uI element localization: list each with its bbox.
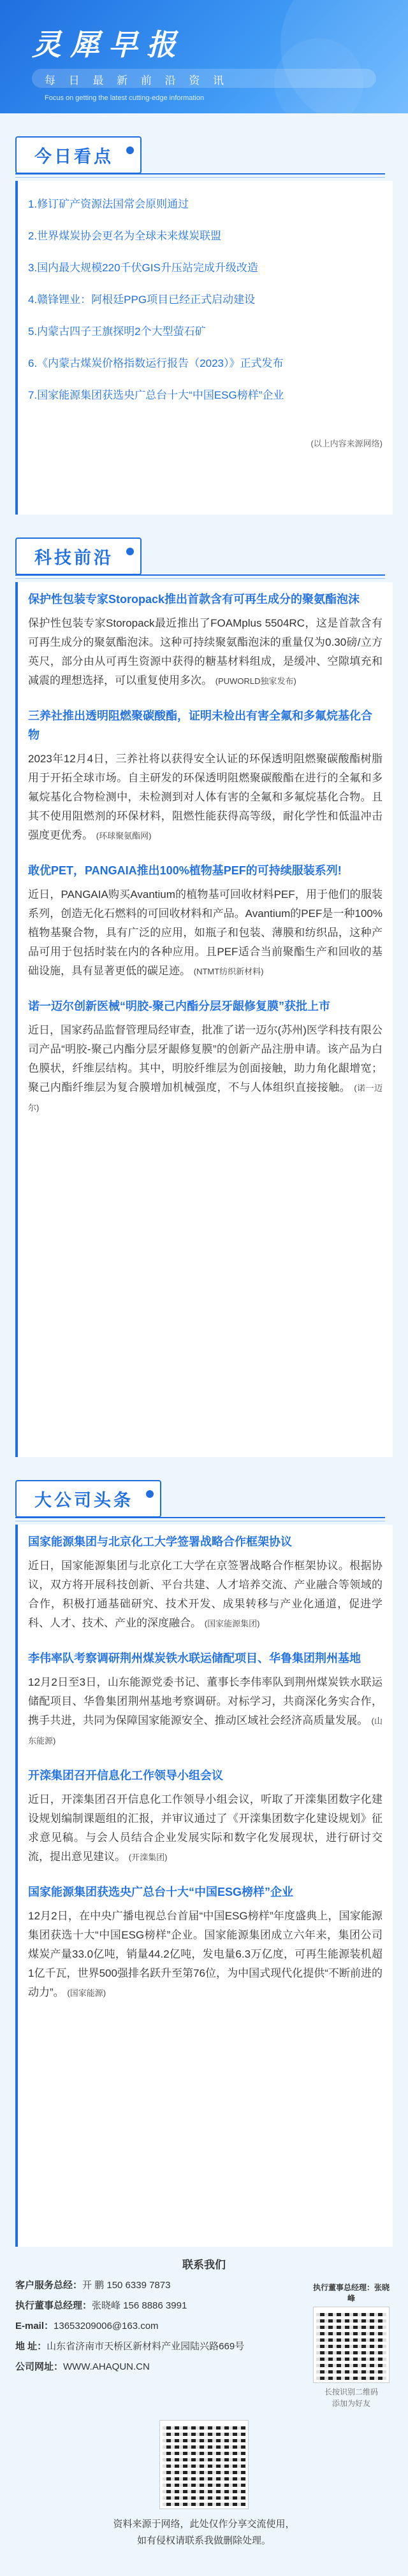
section-header-today <box>15 136 408 172</box>
article-source: (NTMT纺织新材料) <box>193 967 264 976</box>
article-text: 12月2日至3日，山东能源党委书记、董事长李伟率队到荆州煤炭铁水联运储配项目、华鲁集团荆州基地考察调研。对标学习，共商深化务实合作，携手共进，共同为保障国家能源安全、推动区域社会经济高质量发展。 <box>28 1676 382 1726</box>
article-text: 近日，国家药品监督管理局经审查，批准了诺一迈尔(苏州)医学科技有限公司产品“明胶-聚己内酯分层牙龈修复膜”的创新产品注册申请。该产品为白色膜状，纤维层结构。其中，明胶纤维层为创面接触，助力角化龈增宽；聚己内酯纤维层为复合膜增加机械强度，不与人体组织直接接触。 <box>28 1024 382 1093</box>
banner-english: Focus on getting the latest cutting-edge information <box>45 94 205 102</box>
article <box>28 1532 382 1633</box>
article <box>28 1649 382 1751</box>
dot-icon <box>126 146 134 154</box>
article-title[interactable]: 开滦集团召开信息化工作领导小组会议 <box>28 1769 223 1782</box>
headline-item[interactable]: 2.世界煤炭协会更名为全球未来煤炭联盟 <box>28 230 222 242</box>
contact-label: 客户服务总经： <box>15 2280 83 2291</box>
divider <box>15 574 385 576</box>
website-link[interactable]: WWW.AHAQUN.CN <box>63 2361 150 2372</box>
email-link[interactable]: 13653209006@163.com <box>54 2321 159 2331</box>
section-title-box <box>15 537 142 575</box>
article-body <box>28 1790 382 1867</box>
article-body <box>28 750 382 846</box>
headline-item[interactable]: 4.赣锋锂业：阿根廷PPG项目已经正式启动建设 <box>28 294 256 306</box>
contact-label: E-mail： <box>15 2321 54 2331</box>
divider <box>15 177 385 178</box>
article-source: (国家能源集团) <box>204 1619 260 1628</box>
divider <box>15 1517 385 1518</box>
article <box>28 861 382 981</box>
headline-item[interactable]: 3.国内最大规模220千伏GIS升压站完成升级改造 <box>28 262 258 274</box>
headline-item[interactable]: 7.国家能源集团获选央广总台十大“中国ESG榜样”企业 <box>28 389 284 401</box>
contact-value: 张晓峰 156 8886 3991 <box>92 2300 187 2311</box>
qr-block-bottom <box>159 2421 249 2508</box>
article-title[interactable]: 国家能源集团与北京化工大学签署战略合作框架协议 <box>28 1535 292 1548</box>
banner-title: 灵犀早报 <box>32 27 185 62</box>
contact-label: 公司网址： <box>15 2361 64 2372</box>
article-source: (山东能源) <box>28 1716 382 1746</box>
article-text: 12月2日，在中央广播电视总台首届“中国ESG榜样”年度盛典上，国家能源集团获选十大“中国ESG榜样”企业。国家能源集团成立六年来，集团公司煤炭产量33.0亿吨，销量44.2亿吨，发电量6.3万亿度，可再生能源装机超1亿千瓦，世界500强排名跃升至第76位，为中国式现代化提供“不断前进的动力”。 <box>28 1910 382 1998</box>
article-body <box>28 885 382 981</box>
section-title-box <box>15 136 142 174</box>
qr-note: 添加为好友 <box>332 2399 370 2408</box>
article-text: 近日，PANGAIA购买Avantium的植物基可回收材料PEF，用于他们的服装系列，创造无化石燃料的可回收材料和产品。Avantium的PEF是一种100%植物基聚合物，具有广泛的应用，如瓶子和包装、薄膜和纺织品，这种产品可用于包括时装在内的各种应用。且PEF适合当前聚酯生产和回收的基础设施，具有显著更低的碳足迹。 <box>28 888 382 977</box>
section-title: 大公司头条 <box>34 1491 133 1511</box>
divider <box>15 173 385 174</box>
footer-line: 如有侵权请联系我做删除处理。 <box>136 2535 271 2546</box>
headline-item[interactable]: 6.《内蒙古煤炭价格指数运行报告（2023）》正式发布 <box>28 357 284 369</box>
footer-line: 资料来源于网络，此处仅作分享交流使用， <box>113 2519 295 2530</box>
qr-block <box>310 2282 393 2409</box>
contact-label: 地 址： <box>15 2341 47 2352</box>
article-source: (国家能源) <box>67 1988 106 1998</box>
dot-icon <box>126 548 134 555</box>
header-banner <box>0 0 408 113</box>
source-note: (以上内容来源网络) <box>310 439 382 448</box>
article-source: (诺一迈尔) <box>28 1083 382 1113</box>
article-title[interactable]: 保护性包装专家Storopack推出首款含有可再生成分的聚氨酯泡沫 <box>28 593 360 606</box>
contact-label: 执行董事总经理： <box>15 2300 92 2311</box>
article <box>28 590 382 691</box>
dot-icon <box>146 1490 154 1498</box>
today-card <box>15 181 393 515</box>
article <box>28 706 382 846</box>
article-text: 近日，开滦集团召开信息化工作领导小组会议，听取了开滦集团数字化建设规划编制课题组的汇报，并审议通过了《开滦集团数字化建设规划》征求意见稿。与会人员结合企业发展实际和数字化发展现状，进行研讨交流，提出意见建议。 <box>28 1793 382 1863</box>
section-header-tech <box>15 537 408 573</box>
article-source: (开滦集团) <box>128 1853 168 1862</box>
contact-block <box>15 2275 393 2408</box>
article-title[interactable]: 国家能源集团获选央广总台十大“中国ESG榜样”企业 <box>28 1886 294 1898</box>
section-title: 科技前沿 <box>34 548 113 568</box>
section-header-corp <box>15 1480 408 1516</box>
article-body <box>28 1021 382 1118</box>
tech-card <box>15 582 393 1457</box>
contact-title: 联系我们 <box>182 2259 226 2271</box>
banner-subtitle: 每 日 最 新 前 沿 资 讯 <box>45 75 229 87</box>
article <box>28 997 382 1118</box>
article-title[interactable]: 李伟率队考察调研荆州煤炭铁水联运储配项目、华鲁集团荆州基地 <box>28 1652 361 1665</box>
qr-code-icon[interactable] <box>160 2421 248 2508</box>
headline-item[interactable]: 5.内蒙古四子王旗探明2个大型萤石矿 <box>28 325 206 338</box>
contact-row <box>15 2337 270 2357</box>
article-source: (PUWORLD独家发布) <box>215 676 296 686</box>
article <box>28 1882 382 2003</box>
qr-code-icon[interactable] <box>314 2307 389 2382</box>
article-text: 2023年12月4日，三养社将以获得安全认证的环保透明阻燃聚碳酸酯树脂用于开拓全球市场。自主研发的环保透明阻燃聚碳酸酯在进行的全氟和多氟烷基化合物检测中，未检测到对人体有害的全氟和多氟烷基化合物。且其不使用阻燃剂的环保材料，阻燃性能获得高等级，耐化学性和低温冲击强度更优秀。 <box>28 753 382 841</box>
section-title-box <box>15 1480 161 1518</box>
qr-caption: 执行董事总经理：张晓峰 <box>312 2283 390 2303</box>
section-title: 今日看点 <box>34 147 113 167</box>
article-body <box>28 1673 382 1751</box>
article-body <box>28 1907 382 2003</box>
article-body <box>28 614 382 691</box>
article-title[interactable]: 敢优PET，PANGAIA推出100%植物基PEF的可持续服装系列! <box>28 864 342 877</box>
footer <box>0 2516 408 2549</box>
article-text: 保护性包装专家Storopack最近推出了FOAMplus 5504RC，这是首款含有可再生成分的聚氨酯泡沫。这种可持续聚氨酯泡沫的重量仅为0.30磅/立方英尺，部分由从可再生资源中获得的糖基材料组成，是缓冲、空隙填充和减震的理想选择，可以重复使用多次。 <box>28 617 382 687</box>
article-source: (环球聚氨酯网) <box>96 831 152 841</box>
contact-value: 开 鹏 150 6339 7873 <box>82 2280 171 2291</box>
article <box>28 1766 382 1867</box>
divider <box>15 578 385 579</box>
article-title[interactable]: 诺一迈尔创新医械“明胶-聚己内酯分层牙龈修复膜”获批上市 <box>28 1000 330 1013</box>
corp-card <box>15 1525 393 2247</box>
headline-item[interactable]: 1.修订矿产资源法国常会原则通过 <box>28 198 189 210</box>
qr-note: 长按识别二维码 <box>324 2387 378 2396</box>
headline-list <box>28 189 382 411</box>
contact-value: 山东省济南市天桥区新材料产业园陆兴路669号 <box>47 2341 245 2352</box>
article-title[interactable]: 三养社推出透明阻燃聚碳酸酯，证明未检出有害全氟和多氟烷基化合物 <box>28 709 372 741</box>
article-text: 近日，国家能源集团与北京化工大学在京签署战略合作框架协议。根据协议，双方将开展科技创新、平台共建、人才培养交流、产业融合等领域的合作，积极打通基础研究、技术开发、成果转移与产业化通道，促进学科、人才、技术、产业的深度融合。 <box>28 1560 382 1629</box>
article-body <box>28 1556 382 1633</box>
